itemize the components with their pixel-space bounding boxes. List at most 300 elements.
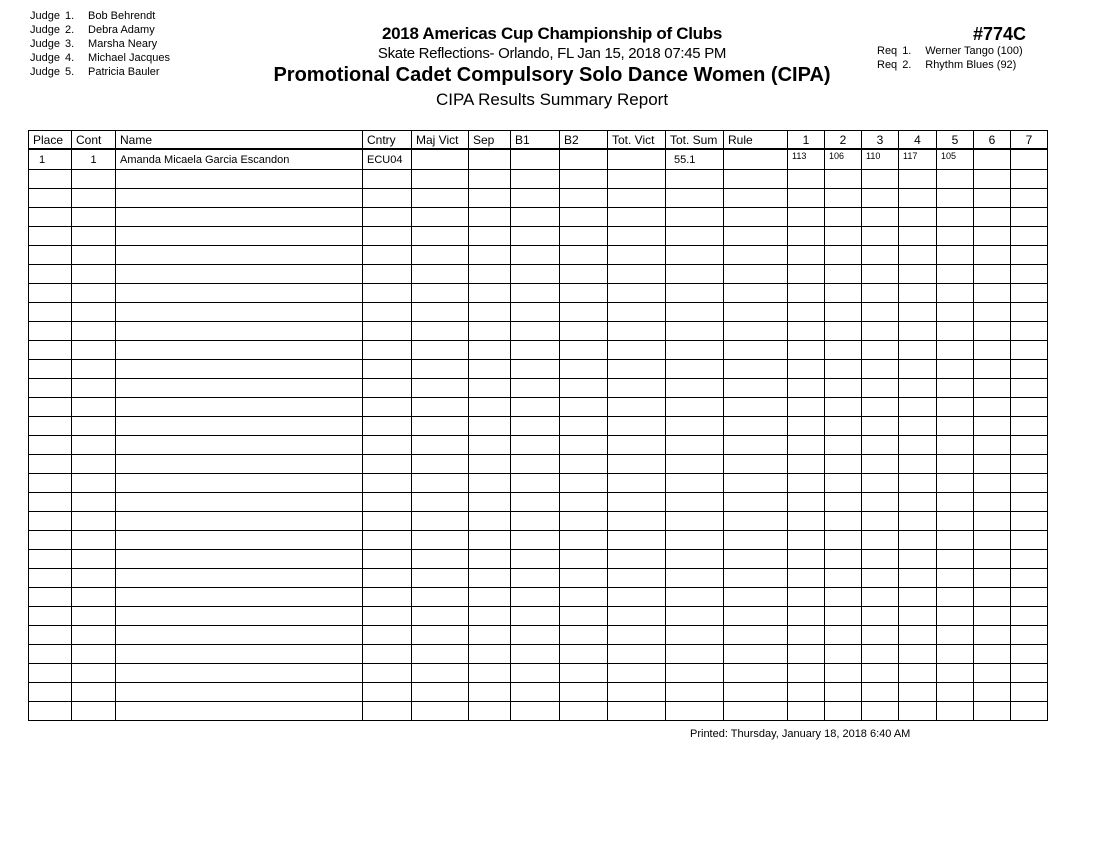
empty-cell (608, 417, 666, 436)
table-row-empty (29, 246, 1048, 265)
table-row-empty (29, 436, 1048, 455)
empty-cell (1011, 569, 1048, 588)
empty-cell (937, 436, 974, 455)
empty-cell (724, 474, 788, 493)
empty-cell (511, 284, 560, 303)
empty-cell (412, 607, 469, 626)
empty-cell (974, 322, 1011, 341)
empty-cell (511, 550, 560, 569)
empty-cell (899, 531, 937, 550)
empty-cell (29, 664, 72, 683)
empty-cell (666, 550, 724, 569)
table-row-empty (29, 702, 1048, 721)
empty-cell (724, 607, 788, 626)
empty-cell (862, 265, 899, 284)
empty-cell (116, 322, 363, 341)
empty-cell (974, 284, 1011, 303)
empty-cell (608, 626, 666, 645)
empty-cell (666, 493, 724, 512)
empty-cell (412, 474, 469, 493)
empty-cell (469, 322, 511, 341)
empty-cell (666, 474, 724, 493)
empty-cell (825, 303, 862, 322)
empty-cell (825, 170, 862, 189)
empty-cell (788, 265, 825, 284)
table-row-empty (29, 626, 1048, 645)
empty-cell (29, 588, 72, 607)
empty-cell (937, 379, 974, 398)
empty-cell (560, 227, 608, 246)
empty-cell (72, 474, 116, 493)
col-rule: Rule (724, 131, 788, 150)
col-tot-vict: Tot. Vict (608, 131, 666, 150)
cell-rule (724, 149, 788, 170)
empty-cell (1011, 664, 1048, 683)
empty-cell (788, 588, 825, 607)
cell-judge-1: 113 (788, 149, 825, 170)
empty-cell (72, 493, 116, 512)
empty-cell (974, 531, 1011, 550)
empty-cell (825, 341, 862, 360)
empty-cell (72, 702, 116, 721)
empty-cell (724, 512, 788, 531)
table-row-empty (29, 322, 1048, 341)
empty-cell (469, 550, 511, 569)
empty-cell (412, 512, 469, 531)
empty-cell (825, 455, 862, 474)
empty-cell (788, 379, 825, 398)
empty-cell (412, 664, 469, 683)
empty-cell (560, 398, 608, 417)
results-body (29, 149, 1048, 721)
empty-cell (666, 265, 724, 284)
header-row (29, 131, 1048, 150)
empty-cell (724, 170, 788, 189)
empty-cell (469, 208, 511, 227)
empty-cell (666, 341, 724, 360)
empty-cell (511, 208, 560, 227)
empty-cell (560, 588, 608, 607)
empty-cell (937, 417, 974, 436)
col-tot-sum: Tot. Sum (666, 131, 724, 150)
empty-cell (72, 208, 116, 227)
table-row-empty (29, 227, 1048, 246)
empty-cell (560, 531, 608, 550)
judge-2: Judge 2. Debra Adamy (30, 24, 155, 36)
empty-cell (116, 227, 363, 246)
empty-cell (974, 341, 1011, 360)
empty-cell (560, 683, 608, 702)
empty-cell (825, 550, 862, 569)
table-row-empty (29, 569, 1048, 588)
empty-cell (825, 664, 862, 683)
empty-cell (1011, 455, 1048, 474)
empty-cell (72, 455, 116, 474)
empty-cell (72, 512, 116, 531)
empty-cell (560, 645, 608, 664)
empty-cell (937, 208, 974, 227)
empty-cell (511, 474, 560, 493)
empty-cell (788, 531, 825, 550)
col-place: Place (29, 131, 72, 150)
empty-cell (825, 474, 862, 493)
empty-cell (862, 208, 899, 227)
cell-maj-vict (412, 149, 469, 170)
empty-cell (666, 170, 724, 189)
empty-cell (899, 664, 937, 683)
empty-cell (29, 512, 72, 531)
empty-cell (511, 493, 560, 512)
empty-cell (788, 322, 825, 341)
empty-cell (1011, 550, 1048, 569)
empty-cell (825, 246, 862, 265)
empty-cell (116, 265, 363, 284)
empty-cell (974, 493, 1011, 512)
empty-cell (1011, 341, 1048, 360)
empty-cell (974, 227, 1011, 246)
empty-cell (666, 531, 724, 550)
empty-cell (974, 398, 1011, 417)
empty-cell (724, 683, 788, 702)
empty-cell (937, 170, 974, 189)
col-judge-6: 6 (974, 131, 1011, 150)
empty-cell (72, 379, 116, 398)
empty-cell (788, 417, 825, 436)
table-row-empty (29, 417, 1048, 436)
empty-cell (469, 683, 511, 702)
empty-cell (724, 645, 788, 664)
empty-cell (974, 607, 1011, 626)
empty-cell (862, 398, 899, 417)
empty-cell (862, 284, 899, 303)
empty-cell (608, 455, 666, 474)
empty-cell (412, 322, 469, 341)
empty-cell (412, 170, 469, 189)
empty-cell (560, 360, 608, 379)
empty-cell (1011, 265, 1048, 284)
empty-cell (724, 493, 788, 512)
empty-cell (363, 607, 412, 626)
empty-cell (862, 702, 899, 721)
empty-cell (899, 341, 937, 360)
requirement-2: Req 2. Rhythm Blues (92) (877, 59, 1017, 71)
empty-cell (937, 246, 974, 265)
empty-cell (666, 360, 724, 379)
empty-cell (862, 683, 899, 702)
empty-cell (116, 474, 363, 493)
competition-title: 2018 Americas Cup Championship of Clubs (381, 24, 723, 43)
empty-cell (666, 569, 724, 588)
empty-cell (29, 398, 72, 417)
event-title: Promotional Cadet Compulsory Solo Dance Women (CIPA) (273, 64, 831, 86)
empty-cell (363, 493, 412, 512)
empty-cell (899, 512, 937, 531)
empty-cell (412, 550, 469, 569)
empty-cell (29, 265, 72, 284)
empty-cell (825, 322, 862, 341)
empty-cell (412, 360, 469, 379)
empty-cell (116, 436, 363, 455)
empty-cell (469, 265, 511, 284)
cell-cont: 1 (72, 149, 116, 170)
empty-cell (862, 170, 899, 189)
empty-cell (511, 683, 560, 702)
empty-cell (412, 645, 469, 664)
empty-cell (937, 284, 974, 303)
empty-cell (937, 398, 974, 417)
empty-cell (825, 645, 862, 664)
empty-cell (1011, 417, 1048, 436)
empty-cell (511, 341, 560, 360)
empty-cell (608, 322, 666, 341)
cell-tot-sum: 55.1 (666, 149, 724, 170)
empty-cell (116, 303, 363, 322)
empty-cell (469, 664, 511, 683)
empty-cell (29, 702, 72, 721)
empty-cell (363, 303, 412, 322)
empty-cell (116, 170, 363, 189)
empty-cell (608, 208, 666, 227)
empty-cell (72, 436, 116, 455)
empty-cell (608, 227, 666, 246)
empty-cell (666, 512, 724, 531)
empty-cell (560, 341, 608, 360)
empty-cell (412, 227, 469, 246)
empty-cell (666, 417, 724, 436)
requirement-1: Req 1. Werner Tango (100) (877, 45, 1023, 57)
col-cntry: Cntry (363, 131, 412, 150)
printed-timestamp: Printed: Thursday, January 18, 2018 6:40 AM (690, 728, 911, 740)
table-row-empty (29, 341, 1048, 360)
empty-cell (511, 170, 560, 189)
empty-cell (511, 303, 560, 322)
empty-cell (862, 588, 899, 607)
empty-cell (560, 455, 608, 474)
empty-cell (511, 246, 560, 265)
empty-cell (72, 246, 116, 265)
empty-cell (72, 626, 116, 645)
empty-cell (511, 322, 560, 341)
empty-cell (1011, 170, 1048, 189)
empty-cell (363, 588, 412, 607)
empty-cell (788, 227, 825, 246)
empty-cell (72, 550, 116, 569)
empty-cell (666, 702, 724, 721)
empty-cell (937, 493, 974, 512)
empty-cell (560, 607, 608, 626)
empty-cell (608, 493, 666, 512)
empty-cell (899, 702, 937, 721)
report-title: CIPA Results Summary Report (435, 90, 669, 109)
table-row-empty (29, 170, 1048, 189)
empty-cell (29, 455, 72, 474)
empty-cell (724, 436, 788, 455)
empty-cell (899, 607, 937, 626)
empty-cell (116, 379, 363, 398)
empty-cell (363, 227, 412, 246)
judge-5: Judge 5. Patricia Bauler (30, 66, 160, 78)
empty-cell (469, 227, 511, 246)
empty-cell (363, 664, 412, 683)
empty-cell (608, 398, 666, 417)
empty-cell (412, 569, 469, 588)
empty-cell (363, 550, 412, 569)
empty-cell (608, 531, 666, 550)
empty-cell (412, 683, 469, 702)
empty-cell (29, 607, 72, 626)
empty-cell (666, 227, 724, 246)
empty-cell (72, 398, 116, 417)
empty-cell (29, 379, 72, 398)
empty-cell (363, 569, 412, 588)
empty-cell (974, 702, 1011, 721)
empty-cell (788, 683, 825, 702)
empty-cell (116, 664, 363, 683)
empty-cell (608, 284, 666, 303)
empty-cell (363, 379, 412, 398)
empty-cell (72, 664, 116, 683)
empty-cell (862, 493, 899, 512)
empty-cell (29, 436, 72, 455)
table-row-empty (29, 360, 1048, 379)
empty-cell (560, 512, 608, 531)
empty-cell (724, 360, 788, 379)
col-name: Name (116, 131, 363, 150)
empty-cell (29, 189, 72, 208)
empty-cell (974, 588, 1011, 607)
judge-4: Judge 4. Michael Jacques (30, 52, 170, 64)
empty-cell (1011, 208, 1048, 227)
empty-cell (363, 246, 412, 265)
empty-cell (937, 227, 974, 246)
empty-cell (899, 284, 937, 303)
empty-cell (937, 512, 974, 531)
empty-cell (72, 303, 116, 322)
empty-cell (72, 645, 116, 664)
empty-cell (724, 246, 788, 265)
empty-cell (116, 398, 363, 417)
empty-cell (363, 702, 412, 721)
empty-cell (937, 265, 974, 284)
empty-cell (899, 379, 937, 398)
table-row-empty (29, 474, 1048, 493)
empty-cell (666, 303, 724, 322)
empty-cell (412, 417, 469, 436)
empty-cell (724, 550, 788, 569)
empty-cell (511, 379, 560, 398)
table-row-empty (29, 607, 1048, 626)
empty-cell (29, 474, 72, 493)
empty-cell (937, 531, 974, 550)
empty-cell (899, 474, 937, 493)
empty-cell (511, 417, 560, 436)
empty-cell (788, 569, 825, 588)
cell-cntry: ECU04 (363, 149, 412, 170)
empty-cell (363, 455, 412, 474)
empty-cell (1011, 189, 1048, 208)
empty-cell (72, 417, 116, 436)
empty-cell (862, 664, 899, 683)
empty-cell (825, 683, 862, 702)
empty-cell (29, 208, 72, 227)
table-row-empty (29, 189, 1048, 208)
empty-cell (788, 303, 825, 322)
empty-cell (788, 664, 825, 683)
empty-cell (560, 474, 608, 493)
empty-cell (862, 246, 899, 265)
empty-cell (937, 664, 974, 683)
empty-cell (116, 417, 363, 436)
empty-cell (724, 227, 788, 246)
empty-cell (788, 474, 825, 493)
empty-cell (1011, 683, 1048, 702)
empty-cell (116, 569, 363, 588)
empty-cell (899, 550, 937, 569)
judge-1: Judge 1. Bob Behrendt (30, 10, 156, 22)
empty-cell (937, 550, 974, 569)
empty-cell (666, 683, 724, 702)
empty-cell (1011, 398, 1048, 417)
empty-cell (469, 341, 511, 360)
empty-cell (974, 189, 1011, 208)
empty-cell (511, 398, 560, 417)
empty-cell (560, 189, 608, 208)
empty-cell (788, 702, 825, 721)
table-row-empty (29, 493, 1048, 512)
empty-cell (363, 512, 412, 531)
cell-sep (469, 149, 511, 170)
empty-cell (511, 702, 560, 721)
empty-cell (608, 360, 666, 379)
empty-cell (937, 588, 974, 607)
empty-cell (788, 493, 825, 512)
empty-cell (363, 645, 412, 664)
empty-cell (1011, 436, 1048, 455)
empty-cell (825, 360, 862, 379)
empty-cell (899, 588, 937, 607)
empty-cell (363, 265, 412, 284)
empty-cell (724, 379, 788, 398)
cell-judge-7 (1011, 149, 1048, 170)
empty-cell (116, 645, 363, 664)
empty-cell (469, 379, 511, 398)
empty-cell (1011, 379, 1048, 398)
cell-judge-5: 105 (937, 149, 974, 170)
empty-cell (724, 455, 788, 474)
empty-cell (469, 417, 511, 436)
empty-cell (72, 170, 116, 189)
empty-cell (363, 284, 412, 303)
empty-cell (666, 436, 724, 455)
empty-cell (29, 493, 72, 512)
empty-cell (862, 512, 899, 531)
empty-cell (608, 246, 666, 265)
empty-cell (72, 607, 116, 626)
empty-cell (666, 246, 724, 265)
col-b1: B1 (511, 131, 560, 150)
empty-cell (899, 455, 937, 474)
empty-cell (72, 322, 116, 341)
empty-cell (974, 246, 1011, 265)
empty-cell (666, 208, 724, 227)
empty-cell (788, 284, 825, 303)
empty-cell (724, 341, 788, 360)
empty-cell (825, 512, 862, 531)
empty-cell (974, 360, 1011, 379)
empty-cell (1011, 284, 1048, 303)
empty-cell (511, 227, 560, 246)
empty-cell (666, 379, 724, 398)
